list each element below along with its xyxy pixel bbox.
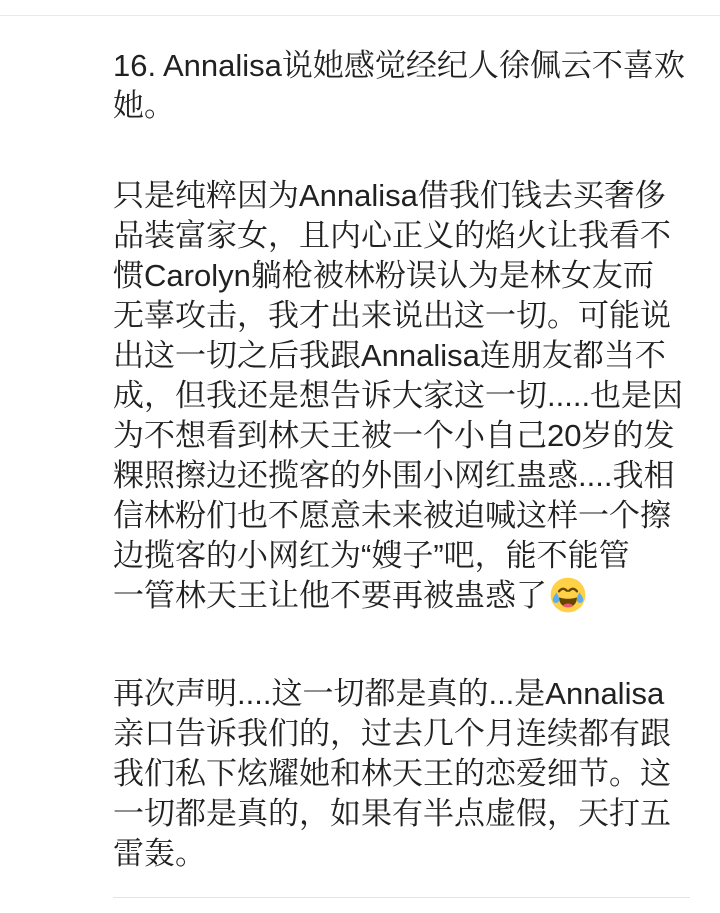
text-line-with-emoji bbox=[113, 576, 693, 616]
text-line: 边揽客的小网红为“嫂子”吧，能不能管 bbox=[113, 538, 630, 573]
text-line: 亲口告诉我们的，过去几个月连续都有跟 bbox=[113, 716, 671, 751]
post-paragraph-1 bbox=[113, 46, 693, 126]
joy-emoji-icon bbox=[549, 576, 587, 614]
text-line: 出这一切之后我跟Annalisa连朋友都当不 bbox=[113, 338, 666, 373]
post-paragraph-2 bbox=[113, 176, 693, 616]
text-line: 一切都是真的，如果有半点虚假，天打五 bbox=[113, 796, 671, 831]
bottom-divider bbox=[113, 897, 690, 898]
text-line: 我们私下炫耀她和林天王的恋爱细节。这 bbox=[113, 756, 671, 791]
text-line: 粿照擦边还揽客的外围小网红蛊惑....我相 bbox=[113, 458, 675, 493]
text-line: 再次声明....这一切都是真的...是Annalisa bbox=[113, 676, 665, 711]
top-divider bbox=[0, 15, 720, 16]
text-line: 只是纯粹因为Annalisa借我们钱去买奢侈 bbox=[113, 178, 666, 213]
text-line: 无辜攻击，我才出来说出这一切。可能说 bbox=[113, 298, 671, 333]
text-line: 雷轰。 bbox=[113, 836, 206, 871]
text-line: 惯Carolyn躺枪被林粉误认为是林女友而 bbox=[113, 258, 654, 293]
text-line: 她。 bbox=[113, 88, 175, 123]
text-line: 一管林天王让他不要再被蛊惑了 bbox=[113, 578, 547, 613]
post-paragraph-3 bbox=[113, 674, 693, 874]
text-line: 16. Annalisa说她感觉经纪人徐佩云不喜欢 bbox=[113, 48, 685, 83]
text-line: 信林粉们也不愿意未来被迫喊这样一个擦 bbox=[113, 498, 671, 533]
text-line: 品装富家女，且内心正义的焰火让我看不 bbox=[113, 218, 671, 253]
text-line: 为不想看到林天王被一个小自己20岁的发 bbox=[113, 418, 675, 453]
text-line: 成，但我还是想告诉大家这一切.....也是因 bbox=[113, 378, 684, 413]
